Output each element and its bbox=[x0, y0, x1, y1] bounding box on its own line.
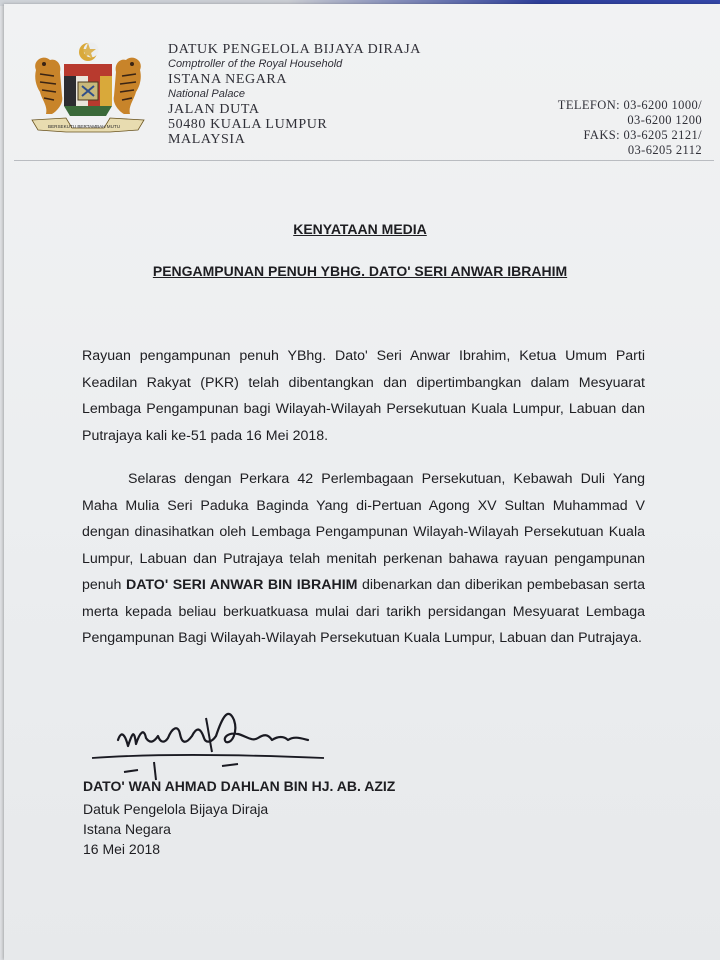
crest-motto: BERSEKUTU BERTAMBAH MUTU bbox=[48, 124, 121, 129]
handwritten-signature bbox=[88, 698, 338, 788]
signatory-name: DATO' WAN AHMAD DAHLAN BIN HJ. AB. AZIZ bbox=[83, 778, 396, 794]
office-name-english: Comptroller of the Royal Household bbox=[168, 58, 343, 70]
fax-line-1: FAKS: 03-6205 2121/ bbox=[583, 128, 702, 142]
signatory-title: Datuk Pengelola Bijaya Diraja bbox=[83, 801, 269, 817]
telephone-line-2: 03-6200 1200 bbox=[627, 113, 702, 127]
signatory-office: Istana Negara bbox=[83, 821, 171, 837]
telephone-line-1: TELEFON: 03-6200 1000/ bbox=[557, 98, 702, 112]
pardoned-name: DATO' SERI ANWAR BIN IBRAHIM bbox=[125, 577, 358, 593]
street-address: JALAN DUTA bbox=[168, 102, 260, 117]
contact-numbers bbox=[558, 98, 702, 158]
paragraph-2-part-2: dibenarkan dan diberikan pembebasan serta merta kepada beliau berkuatkuasa mulai dari tarikh persidangan Mesyuarat Lembaga Pengampunan Bagi Wilayah-Wilayah Persekutuan Kuala Lumpur, Labuan dan Putrajaya. bbox=[82, 577, 645, 646]
document-heading: KENYATAAN MEDIA bbox=[293, 221, 427, 237]
royal-crest-icon bbox=[26, 40, 150, 136]
country: MALAYSIA bbox=[168, 132, 246, 147]
letterhead-address bbox=[168, 42, 421, 147]
paragraph-2-part-1: Selaras dengan Perkara 42 Perlembagaan Persekutuan, Kebawah Duli Yang Maha Mulia Seri Paduka Baginda Yang di-Pertuan Agong XV Sultan Muhammad V dengan dinasihatkan oleh Lembaga Pengampunan Wilayah-Wilayah Persekutuan Kuala Lumpur, Labuan dan Putrajaya telah menitah perkenan bahawa rayuan pengampunan penuh bbox=[82, 471, 645, 593]
header-divider bbox=[14, 160, 714, 161]
document-date: 16 Mei 2018 bbox=[83, 841, 161, 857]
palace-name: ISTANA NEGARA bbox=[168, 72, 288, 87]
postcode-city: 50480 KUALA LUMPUR bbox=[168, 117, 328, 132]
fax-line-2: 03-6205 2112 bbox=[627, 143, 702, 157]
palace-name-english: National Palace bbox=[168, 88, 246, 100]
office-name: DATUK PENGELOLA BIJAYA DIRAJA bbox=[168, 42, 421, 57]
paragraph-1: Rayuan pengampunan penuh YBhg. Dato' Seri Anwar Ibrahim, Ketua Umum Parti Keadilan Rakyat (PKR) telah dibentangkan dan dipertimbangkan dalam Mesyuarat Lembaga Pengampunan bagi Wilayah-Wilayah Persekutuan Kuala Lumpur, Labuan dan Putrajaya kali ke-51 pada 16 Mei 2018. bbox=[82, 348, 645, 444]
paragraph-2 bbox=[82, 466, 645, 652]
document-subheading: PENGAMPUNAN PENUH YBHG. DATO' SERI ANWAR IBRAHIM bbox=[152, 263, 568, 279]
